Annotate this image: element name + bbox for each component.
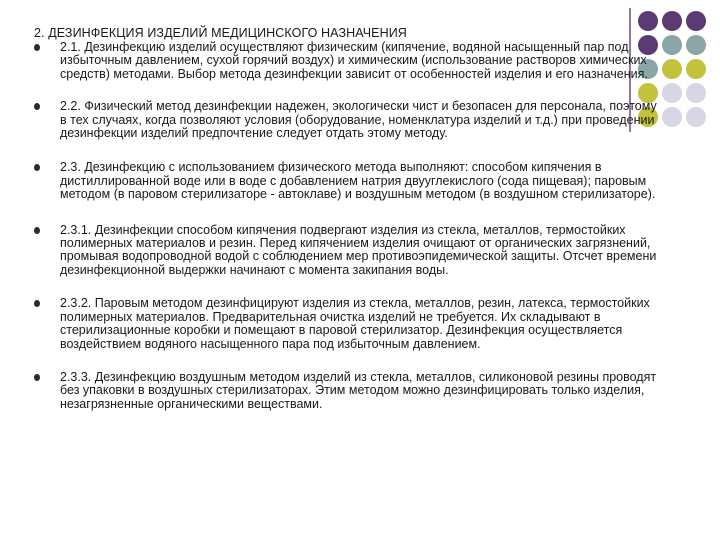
item-text: 2.1. Дезинфекцию изделий осуществляют физическим (кипячение, водяной насыщенный пар под избыточным давлением, сухой горячий воздух) и химическим (использование растворов химических средств) методами. Выбор метода дезинфекции зависит от особенностей изделия и его назначения. [60,40,648,81]
decor-dot [662,59,682,79]
bullet-icon [34,227,40,234]
bullet-icon [34,103,40,110]
decor-dot [686,35,706,55]
bullet-icon [34,44,40,51]
paragraph-list [34,41,664,411]
decor-dot [686,59,706,79]
decor-dot [686,83,706,103]
item-text: 2.3.1. Дезинфекции способом кипячения подвергают изделия из стекла, металлов, термостойких полимерных материалов и резин. Перед кипячением изделия очищают от органических загрязнений, промывая водопроводной водой с соблюдением мер противоэпидемической защиты. Отсчет времени дезинфекционной выдержки начинают с момента закипания воды. [60,222,657,277]
decor-dot [686,107,706,127]
bullet-icon [34,164,40,171]
list-item [34,161,664,201]
bullet-icon [34,374,40,381]
item-text: 2.2. Физический метод дезинфекции надежен, экологически чист и безопасен для персонала, поэтому в тех случаях, когда позволяют условия (оборудование, номенклатура изделий и т.д.) при проведении дезинфекции изделий предпочтение следует отдать этому методу. [60,99,657,141]
item-text: 2.3.2. Паровым методом дезинфицируют изделия из стекла, металлов, резин, латекса, термостойких полимерных материалов. Предварительная очистка изделий не требуется. Их складывают в стерилизационные коробки и помещают в паровой стерилизатор. Дезинфекция осуществляется воздействием водяного насыщенного пара под избыточным давлением. [60,296,650,351]
item-text: 2.3. Дезинфекцию с использованием физического метода выполняют: способом кипячения в дистиллированной воде или в воде с добавлением натрия двууглекислого (сода пищевая); паровым методом (в паровом стерилизаторе - автоклаве) и воздушным методом (в воздушном стерилизаторе). [60,160,656,202]
document-title: 2. ДЕЗИНФЕКЦИЯ ИЗДЕЛИЙ МЕДИЦИНСКОГО НАЗНАЧЕНИЯ [34,26,407,40]
list-item [34,371,664,411]
item-text: 2.3.3. Дезинфекцию воздушным методом изделий из стекла, металлов, силиконовой резины проводят без упаковки в воздушных стерилизаторах. Этим методом можно дезинфицировать только изделия, незагрязненные органическими веществами. [60,369,657,411]
decor-dot [686,11,706,31]
decor-dot [662,107,682,127]
decor-dot [662,35,682,55]
bullet-icon [34,300,40,307]
document-body [34,26,664,411]
list-item [34,224,664,278]
list-item [34,297,664,351]
list-item [34,41,664,81]
decor-dot [662,83,682,103]
list-item [34,100,664,140]
decor-dot [662,11,682,31]
